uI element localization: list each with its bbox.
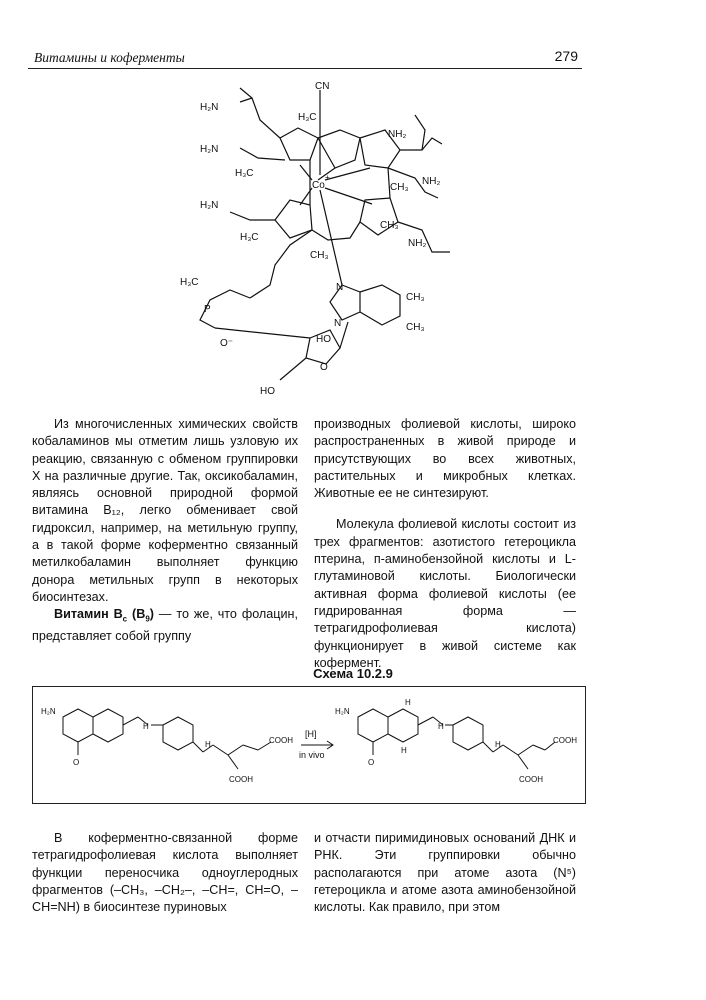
paragraph: Из многочисленных химических свойств кобаламинов мы отметим лишь узловую их реакцию, связанную с обменом группировки X на различные другие. Так, оксикобаламин, являясь основной природной формой витамина B₁₂, легко обменивает свой гидроксил, например, на метильную группу, а в такой форме коферментно связанный метилкобаламин выполняет функцию донора метильных групп в некоторых биосинтезах.: [32, 417, 298, 604]
ch3-label-4: CH₃: [406, 292, 425, 303]
ho-label-1: HO: [316, 334, 331, 345]
vitamin-bc-heading: [54, 607, 154, 624]
nh2-label-3: NH₂: [408, 238, 427, 249]
h2n-label-1: H₂N: [200, 102, 219, 113]
co-label: Co: [312, 180, 325, 191]
running-header: [28, 48, 582, 69]
nh-amide-left: H: [205, 740, 211, 749]
folic-acid-scheme: [33, 687, 587, 805]
ho-label-2: HO: [260, 386, 275, 397]
paragraph: Молекула фолиевой кислоты состоит из трех фрагментов: азотистого гетероцикла птерина, п-аминобензойной кислоты и L-глутаминовой кислоты. Биологически активная форма фолиевой кислоты (ее гидрированная форма — тетрагидрофолиевая кислота) функционирует в живой системе как кофермент.: [314, 517, 576, 670]
nh2-label-1: NH₂: [388, 129, 407, 140]
cn-label: CN: [315, 81, 330, 92]
p-label: P: [204, 304, 211, 315]
co-charge-label: +: [325, 173, 330, 182]
paragraph: производных фолиевой кислоты, широко распространенных в живой природе и присутствующих во всех животных, растительных и микробных клетках. Животные ее не синтезируют.: [314, 417, 576, 501]
paragraph-text: — то же, что фолацин, представляет собой группу: [32, 607, 298, 644]
heading-text: ): [149, 607, 154, 622]
ch3-label-5: CH₃: [406, 322, 425, 333]
scheme-caption: Схема 10.2.9: [313, 666, 393, 681]
n-label-2: N: [334, 318, 342, 329]
o-right: O: [368, 758, 375, 767]
reagent-label: [H]: [305, 729, 317, 739]
nh-amide-right: H: [495, 740, 501, 749]
cooh-right-2: COOH: [519, 775, 543, 784]
o-label: O: [320, 362, 328, 373]
o-minus-label: O⁻: [220, 338, 234, 349]
heading-text: Витамин B: [54, 607, 123, 622]
ch3-label-3: CH₃: [310, 250, 329, 261]
h3c-label-2: H₃C: [235, 168, 254, 179]
nh2-label-2: NH₂: [422, 176, 441, 187]
h2n-label-2: H₂N: [200, 144, 219, 155]
bottom-column-left: [32, 830, 298, 916]
column-right: [314, 416, 576, 672]
n-label-1: N: [336, 282, 344, 293]
paragraph: и отчасти пиримидиновых оснований ДНК и РНК. Эти группировки обычно располагаются при атоме азота (N⁵) гетероцикла и атоме азота аминобензойной кислоты. Как правило, при этом: [314, 831, 576, 915]
h3c-label-4: H₃C: [180, 277, 199, 288]
h2n-label-3: H₂N: [200, 200, 219, 211]
h2n-right: H₂N: [335, 707, 350, 716]
page-number: 279: [554, 48, 578, 64]
o-left: O: [73, 758, 80, 767]
scheme-box: [32, 686, 586, 804]
h-right-top: H: [405, 698, 411, 707]
h3c-label-3: H₃C: [240, 232, 259, 243]
paragraph: В коферментно-связанной форме тетрагидрофолиевая кислота выполняет функции переносчика одноуглеродных фрагментов (–CH₃, –CH₂–, –CH=, CH=O, –CH=NH) в биосинтезе пуриновых: [32, 831, 298, 915]
h3c-label-1: H₃C: [298, 112, 317, 123]
nh-right: H: [438, 722, 444, 731]
ch3-label-2: CH₃: [380, 220, 399, 231]
cooh-left-1: COOH: [269, 736, 293, 745]
paragraph: [32, 606, 298, 645]
column-left: [32, 416, 298, 645]
nh-left: H: [143, 722, 149, 731]
heading-text: (B: [127, 607, 146, 622]
ch3-label-1: CH₃: [390, 182, 409, 193]
condition-label: in vivo: [299, 750, 325, 760]
h-right-bottom: H: [401, 746, 407, 755]
cobalamin-structure-figure: [160, 80, 590, 405]
heading-sub: c: [122, 614, 128, 624]
heading-sub: 9: [145, 614, 150, 624]
cooh-left-2: COOH: [229, 775, 253, 784]
h2n-left: H₂N: [41, 707, 56, 716]
bottom-column-right: [314, 830, 576, 916]
running-header-title: Витамины и коферменты: [34, 50, 185, 65]
cooh-right-1: COOH: [553, 736, 577, 745]
